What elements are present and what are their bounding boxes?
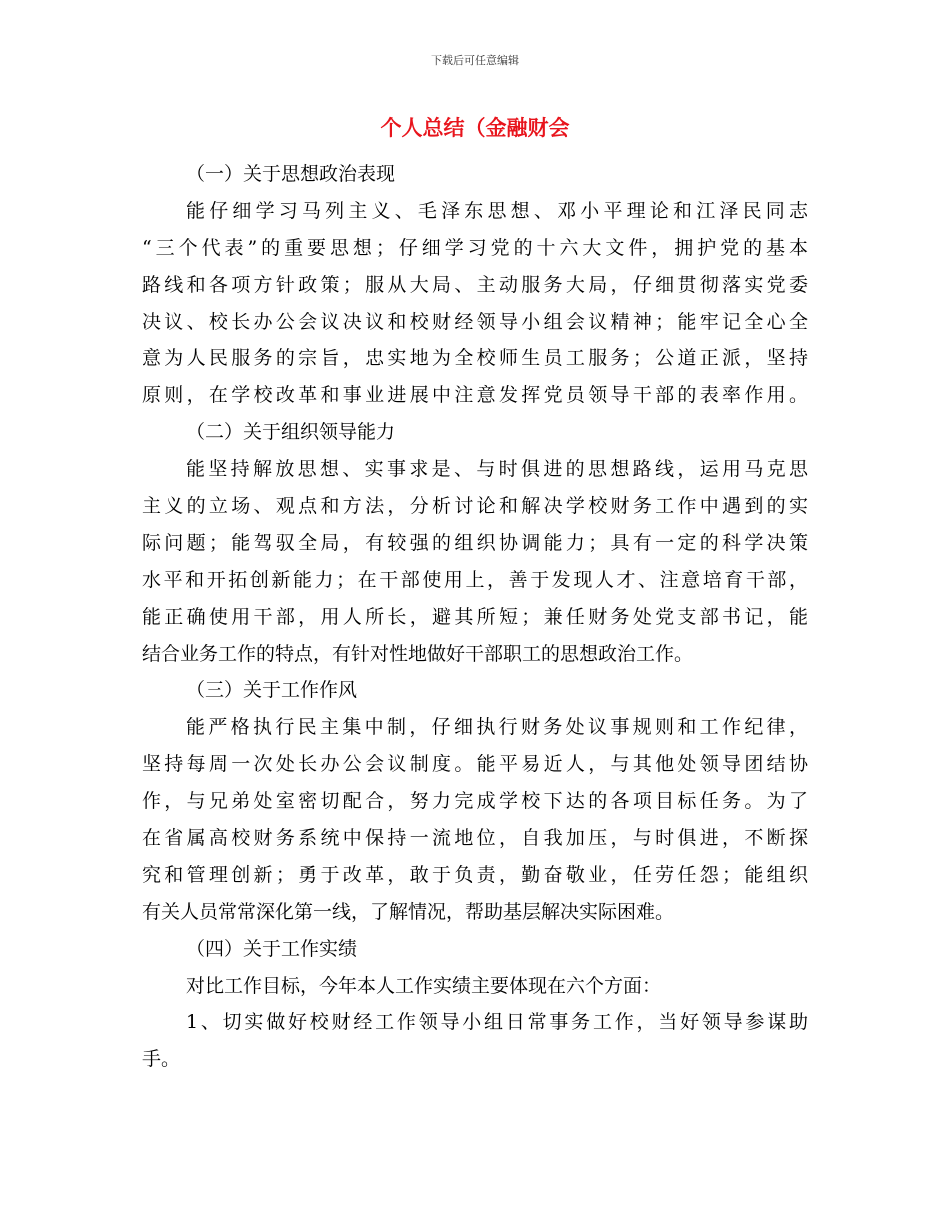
text-line: 能坚持解放思想、实事求是、与时俱进的思想路线，运用马克思	[186, 458, 808, 481]
text-line: 决议、校长办公会议决议和校财经领导小组会议精神；能牢记全心全	[142, 310, 808, 333]
text-line: “三个代表”的重要思想；仔细学习党的十六大文件，拥护党的基本	[142, 236, 808, 259]
text-line: 坚持每周一次处长办公会议制度。能平易近人，与其他处领导团结协	[142, 753, 808, 776]
text-line: 结合业务工作的特点，有针对性地做好干部职工的思想政治工作。	[142, 642, 694, 665]
text-line: 作，与兄弟处室密切配合，努力完成学校下达的各项目标任务。为了	[142, 790, 808, 813]
text-line: 原则，在学校改革和事业进展中注意发挥党员领导干部的表率作用。	[142, 384, 808, 407]
text-line: 有关人员常常深化第一线，了解情况，帮助基层解决实际困难。	[142, 900, 675, 923]
document-body	[142, 156, 808, 1078]
section-heading-1: （一）关于思想政治表现	[186, 163, 396, 185]
text-line: 究和管理创新；勇于改革，敢于负责，勤奋敬业，任劳任怨；能组织	[142, 863, 808, 886]
section-heading-2: （二）关于组织领导能力	[186, 421, 396, 444]
text-line: 际问题；能驾驭全局，有较强的组织协调能力；具有一定的科学决策	[142, 531, 808, 554]
text-line: 能仔细学习马列主义、毛泽东思想、邓小平理论和江泽民同志	[186, 199, 808, 222]
text-line: 能严格执行民主集中制，仔细执行财务处议事规则和工作纪律，	[186, 716, 808, 739]
text-line: 在省属高校财务系统中保持一流地位，自我加压，与时俱进，不断探	[142, 827, 808, 850]
page-header-note: 下载后可任意编辑	[431, 54, 519, 67]
text-line: 路线和各项方针政策；服从大局、主动服务大局，仔细贯彻落实党委	[142, 273, 808, 296]
text-line: 能正确使用干部，用人所长，避其所短；兼任财务处党支部书记，能	[142, 605, 808, 628]
section-heading-3: （三）关于工作作风	[186, 679, 358, 702]
text-line: 主义的立场、观点和方法，分析讨论和解决学校财务工作中遇到的实	[142, 495, 808, 518]
text-line: 手。	[142, 1048, 181, 1071]
text-line: 意为人民服务的宗旨，忠实地为全校师生员工服务；公道正派，坚持	[142, 347, 808, 370]
text-line: 对比工作目标，今年本人工作实绩主要体现在六个方面：	[186, 974, 662, 997]
text-line: 水平和开拓创新能力；在干部使用上，善于发现人才、注意培育干部，	[142, 568, 808, 591]
document-title: 个人总结（金融财会	[380, 116, 570, 140]
text-line: 1、切实做好校财经工作领导小组日常事务工作，当好领导参谋助	[186, 1011, 808, 1034]
section-heading-4: （四）关于工作实绩	[186, 937, 358, 960]
